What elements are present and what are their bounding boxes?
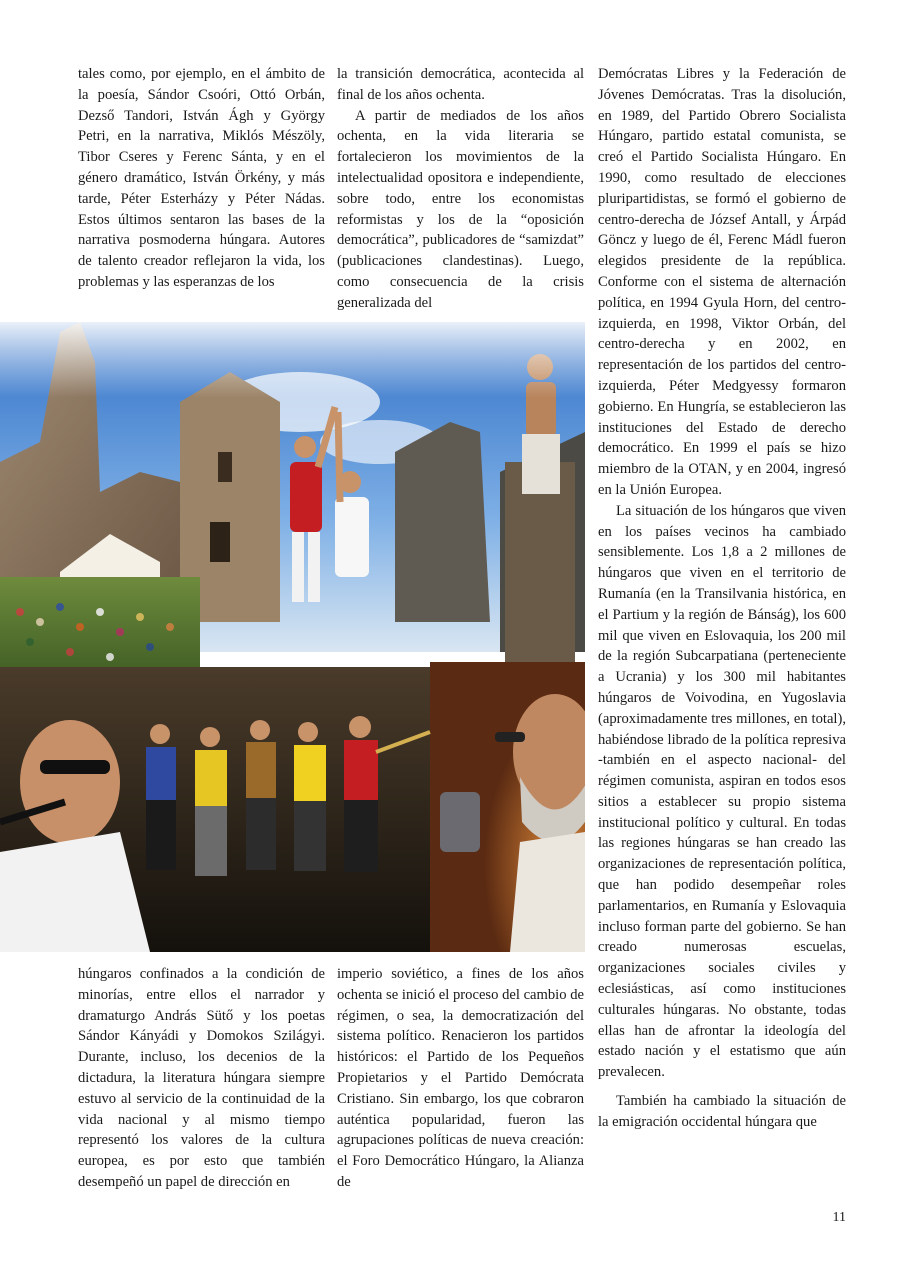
column-2-bottom xyxy=(337,964,584,1193)
paragraph: A partir de mediados de los años ochenta, en la vida literaria se fortalecieron los movimientos de la intelectualidad opositora e independiente, sobre todo, entre los economistas reformistas y los de la “oposición democrática”, publicadores de “samizdat” (publicaciones clandestinas). Luego, como consecuencia de la crisis generalizada del xyxy=(337,107,584,311)
collage-illustration xyxy=(0,322,585,952)
column-3 xyxy=(598,64,846,1133)
fade-overlay xyxy=(0,322,585,952)
paragraph: También ha cambiado la situación de la emigración occidental húngara que xyxy=(598,1093,846,1130)
column-1-top xyxy=(78,64,325,293)
column-2-top xyxy=(337,64,584,314)
paragraph: La situación de los húngaros que viven en los países vecinos ha cambiado sensiblemente. Los 1,8 a 2 millones de húngaros que viven en el territorio de Rumanía (en la Transilvania histórica, en el Partium y la región de Bánság), los 600 mil que viven en Eslovaquia, los 200 mil de la región Subcarpatiana (perteneciente a Ucrania) y los 300 mil habitantes húngaros de Voivodina, en Yugoslavia (aproximadamente tres millones, en total), habiéndose librado de la política represiva -también en el aspecto nacional- del régimen comunista, aspiran en todos esos sitios a establecer su propio sistema institucional político y cultural. En todas las regiones húngaras se han creado las organizaciones de representación política, que han podido desempeñar roles parlamentarios, en Rumanía y Eslovaquia incluso forman parte del gobierno. Se han creado numerosas escuelas, organizaciones sociales civiles y eclesiásticas, así como instituciones culturales húngaras. No obstante, todas ellas han de afrontar la ideología del estado nación y el estatismo que aún prevalecen. xyxy=(598,502,846,1081)
paragraph: tales como, por ejemplo, en el ámbito de la poesía, Sándor Csoóri, Ottó Orbán, Dezső Tandori, István Ágh y György Petri, en la narrativa, Miklós Mészöly, Tibor Cseres y Ferenc Sánta, y en el género dramático, István Örkény, y más tarde, Péter Esterházy y Péter Nádas. Estos últimos sentaron las bases de la narrativa posmoderna húngara. Autores de talento creador reflejaron la vida, los problemas y las esperanzas de los xyxy=(78,66,325,290)
paragraph: imperio soviético, a fines de los años ochenta se inició el proceso del cambio de régimen, o sea, la democratización del sistema político. Renacieron los partidos históricos: el Partido de los Pequeños Propietarios y el Partido Demócrata Cristiano. Sin embargo, los que cobraron auténtica popularidad, fueron las agrupaciones políticas de nueva creación: el Foro Democrático Húngaro, la Alianza de xyxy=(337,966,584,1190)
column-1-bottom xyxy=(78,964,325,1193)
photo-collage xyxy=(0,322,585,952)
paragraph: Demócratas Libres y la Federación de Jóvenes Demócratas. Tras la disolución, en 1989, del Partido Obrero Socialista Húngaro, partido estatal comunista, se creó el Partido Socialista Húngaro. En 1990, como resultado de elecciones pluripartidistas, se formó el gobierno de centro-derecha de József Antall, y Árpád Göncz y luego de él, Ferenc Mádl fueron elegidos presidente de la república. Conforme con el sistema de alternación política, en 1994 Gyula Horn, del centro-izquierda, en 1998, Viktor Orbán, del centro-derecha y en 2002, en representación de los partidos del centro-izquierda, Péter Medgyessy formaron gobierno. En Hungría, se establecieron las instituciones del Estado de derecho democrático. En 1999 el país se hizo miembro de la OTAN, y en 2004, ingresó en la Unión Europea. xyxy=(598,66,846,498)
paragraph: húngaros confinados a la condición de minorías, entre ellos el narrador y dramaturgo András Sütő y los poetas Sándor Kányádi y Domokos Szilágyi. Durante, incluso, los decenios de la dictadura, la literatura húngara siempre estuvo al servicio de la continuidad de la vida nacional y al mismo tiempo representó los valores de la cultura europea, es por esto que también desempeñó un papel de dirección en xyxy=(78,966,325,1190)
paragraph: la transición democrática, acontecida al final de los años ochenta. xyxy=(337,66,584,103)
page-number: 11 xyxy=(832,1210,846,1225)
